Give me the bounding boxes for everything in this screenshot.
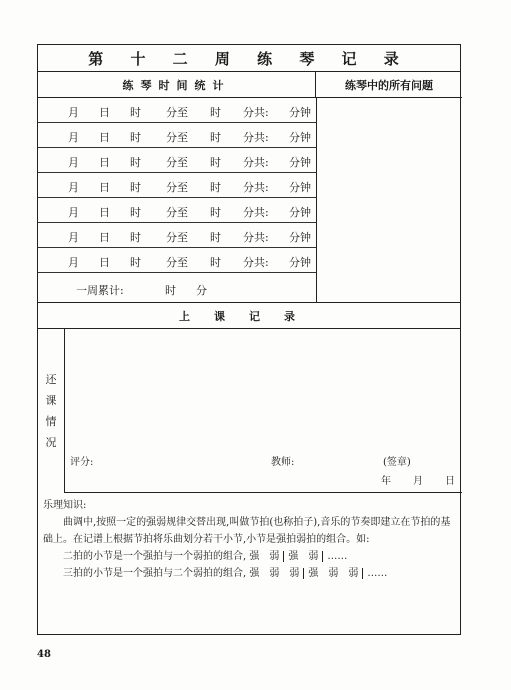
practice-field-hour2: 时 bbox=[210, 156, 221, 169]
practice-field-min-to: 分至 bbox=[166, 256, 188, 269]
lesson-record-area[interactable] bbox=[65, 329, 462, 493]
practice-field-day: 日 bbox=[99, 156, 110, 169]
practice-field-min-to: 分至 bbox=[166, 206, 188, 219]
practice-field-month: 月 bbox=[68, 206, 79, 219]
practice-field-minutes: 分钟 bbox=[289, 131, 311, 144]
weekly-total-hour: 时 bbox=[165, 284, 176, 297]
practice-field-total: 分共: bbox=[243, 181, 269, 194]
example-text: 三拍的小节是一个强拍与二个弱拍的组合, bbox=[63, 568, 247, 579]
practice-field-day: 日 bbox=[99, 206, 110, 219]
practice-field-hour: 时 bbox=[130, 181, 141, 194]
measure: 强 弱 弱 bbox=[308, 568, 359, 579]
practice-field-total: 分共: bbox=[243, 206, 269, 219]
weekly-total-label: 一周累计: bbox=[76, 284, 124, 297]
date-day: 日 bbox=[445, 476, 455, 487]
practice-field-hour2: 时 bbox=[210, 206, 221, 219]
page-number: 48 bbox=[37, 649, 51, 660]
practice-field-month: 月 bbox=[68, 131, 79, 144]
barline bbox=[362, 568, 363, 579]
practice-field-min-to: 分至 bbox=[166, 231, 188, 244]
weekly-total-minute: 分 bbox=[196, 284, 207, 297]
side-char: 况 bbox=[45, 436, 57, 449]
practice-field-hour: 时 bbox=[130, 206, 141, 219]
practice-field-minutes: 分钟 bbox=[289, 156, 311, 169]
practice-field-minutes: 分钟 bbox=[289, 231, 311, 244]
page-title: 第 十 二 周 练 琴 记 录 bbox=[38, 45, 460, 72]
practice-row[interactable] bbox=[38, 248, 316, 273]
practice-field-total: 分共: bbox=[243, 106, 269, 119]
practice-field-month: 月 bbox=[68, 256, 79, 269]
seal-label: (签章) bbox=[383, 457, 411, 468]
measure: 强 弱 bbox=[249, 551, 280, 562]
theory-paragraph: 曲调中,按照一定的强弱规律交替出现,叫做节拍(也称拍子),音乐的节奏即建立在节拍的基础上。在记谱上根据节拍将乐曲划分若干小节,小节是强拍弱拍的组合。如: bbox=[43, 517, 451, 545]
practice-field-minutes: 分钟 bbox=[289, 106, 311, 119]
practice-field-hour: 时 bbox=[130, 131, 141, 144]
practice-field-minutes: 分钟 bbox=[289, 256, 311, 269]
problems-header: 练琴中的所有问题 bbox=[316, 72, 462, 98]
teacher-label: 教师: bbox=[271, 457, 295, 468]
side-char: 情 bbox=[45, 415, 57, 428]
practice-field-hour2: 时 bbox=[210, 106, 221, 119]
ellipsis: …… bbox=[327, 551, 348, 562]
practice-row[interactable] bbox=[38, 98, 316, 123]
example-text: 二拍的小节是一个强拍与一个弱拍的组合, bbox=[63, 551, 247, 562]
practice-row[interactable] bbox=[38, 173, 316, 198]
practice-field-hour2: 时 bbox=[210, 131, 221, 144]
practice-field-hour: 时 bbox=[130, 106, 141, 119]
practice-field-day: 日 bbox=[99, 231, 110, 244]
practice-time-header: 练琴时间统计 bbox=[38, 72, 316, 98]
lesson-record-header: 上课记录 bbox=[38, 302, 460, 329]
practice-field-total: 分共: bbox=[243, 131, 269, 144]
practice-field-hour2: 时 bbox=[210, 256, 221, 269]
practice-field-day: 日 bbox=[99, 106, 110, 119]
practice-field-total: 分共: bbox=[243, 156, 269, 169]
score-label: 评分: bbox=[70, 457, 94, 468]
music-theory-section bbox=[43, 497, 457, 582]
practice-row[interactable] bbox=[38, 123, 316, 148]
practice-field-hour: 时 bbox=[130, 256, 141, 269]
theory-example-duple bbox=[43, 548, 457, 565]
weekly-total-row bbox=[38, 273, 316, 302]
practice-field-min-to: 分至 bbox=[166, 156, 188, 169]
side-char: 课 bbox=[45, 394, 57, 407]
practice-row[interactable] bbox=[38, 148, 316, 173]
practice-field-min-to: 分至 bbox=[166, 131, 188, 144]
practice-field-month: 月 bbox=[68, 156, 79, 169]
side-char: 还 bbox=[45, 373, 57, 386]
practice-field-min-to: 分至 bbox=[166, 106, 188, 119]
practice-field-day: 日 bbox=[99, 256, 110, 269]
practice-field-total: 分共: bbox=[243, 231, 269, 244]
practice-record-form bbox=[37, 44, 461, 635]
barline bbox=[283, 551, 284, 562]
practice-field-day: 日 bbox=[99, 131, 110, 144]
date-year: 年 bbox=[381, 476, 391, 487]
practice-field-month: 月 bbox=[68, 106, 79, 119]
practice-field-min-to: 分至 bbox=[166, 181, 188, 194]
date-month: 月 bbox=[413, 476, 423, 487]
practice-field-hour2: 时 bbox=[210, 231, 221, 244]
barline bbox=[322, 551, 323, 562]
practice-field-hour: 时 bbox=[130, 156, 141, 169]
practice-field-total: 分共: bbox=[243, 256, 269, 269]
problems-notes-area[interactable] bbox=[316, 98, 462, 302]
practice-field-month: 月 bbox=[68, 231, 79, 244]
practice-field-day: 日 bbox=[99, 181, 110, 194]
measure: 强 弱 弱 bbox=[249, 568, 300, 579]
barline bbox=[303, 568, 304, 579]
practice-field-month: 月 bbox=[68, 181, 79, 194]
practice-field-hour: 时 bbox=[130, 231, 141, 244]
practice-field-minutes: 分钟 bbox=[289, 206, 311, 219]
practice-row[interactable] bbox=[38, 223, 316, 248]
ellipsis: …… bbox=[367, 568, 388, 579]
theory-heading: 乐理知识: bbox=[43, 500, 87, 511]
homework-review-label bbox=[38, 329, 65, 493]
measure: 强 弱 bbox=[288, 551, 319, 562]
theory-example-triple bbox=[43, 565, 457, 582]
practice-row[interactable] bbox=[38, 198, 316, 223]
practice-field-minutes: 分钟 bbox=[289, 181, 311, 194]
practice-field-hour2: 时 bbox=[210, 181, 221, 194]
